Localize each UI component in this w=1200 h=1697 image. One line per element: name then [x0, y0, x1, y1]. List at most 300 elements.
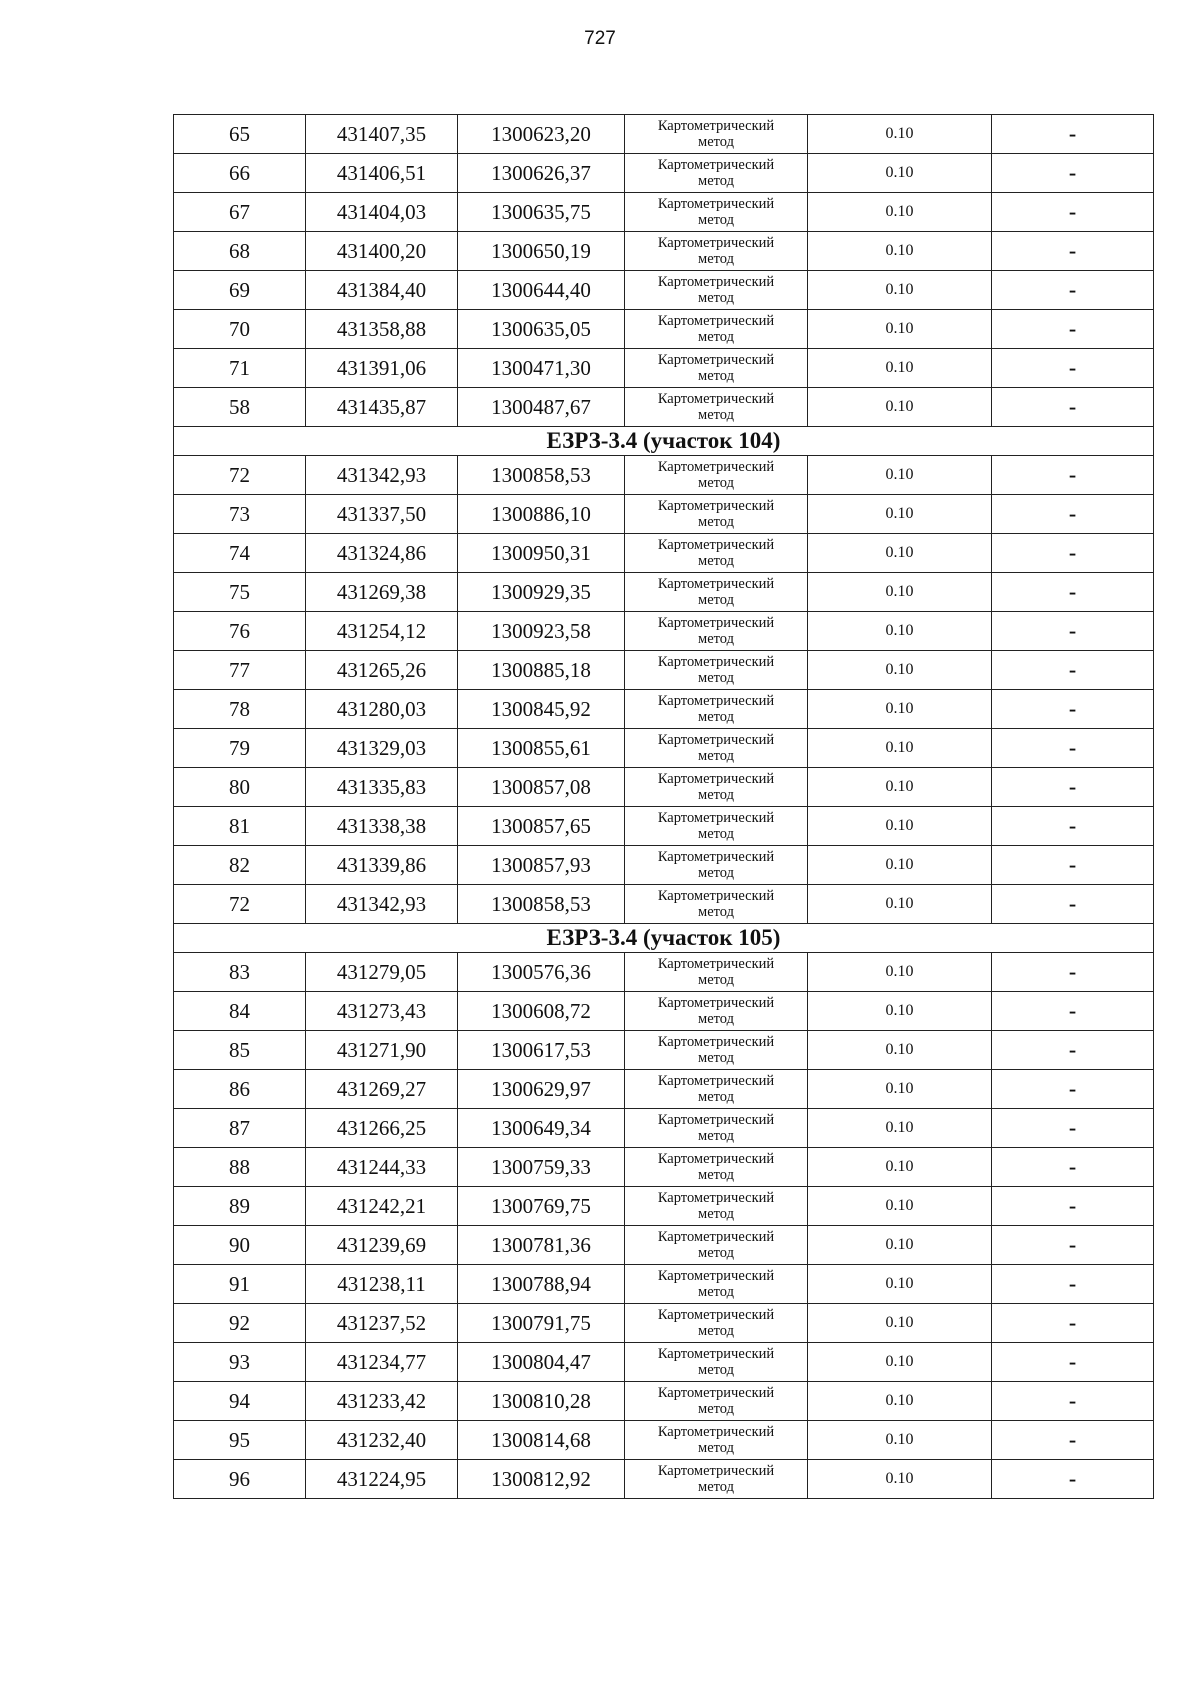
- method-cell: [625, 651, 808, 690]
- method-label-line1: Картометрический: [657, 235, 775, 251]
- method-cell: [625, 729, 808, 768]
- table-row: [174, 115, 1154, 154]
- empty-value-dash: -: [992, 349, 1154, 388]
- coordinate-y: 1300929,35: [458, 573, 625, 612]
- table-row: [174, 729, 1154, 768]
- coordinate-y: 1300629,97: [458, 1070, 625, 1109]
- point-number: 65: [174, 115, 306, 154]
- empty-value-dash: -: [992, 729, 1154, 768]
- point-number: 72: [174, 885, 306, 924]
- coordinate-x: 431435,87: [306, 388, 458, 427]
- point-number: 94: [174, 1382, 306, 1421]
- point-number: 68: [174, 232, 306, 271]
- method-cell: [625, 310, 808, 349]
- empty-value-dash: -: [992, 1031, 1154, 1070]
- empty-value-dash: -: [992, 1265, 1154, 1304]
- method-label-line1: Картометрический: [657, 498, 775, 514]
- table-row: [174, 690, 1154, 729]
- method-label-line1: Картометрический: [657, 849, 775, 865]
- point-number: 58: [174, 388, 306, 427]
- coordinate-y: 1300650,19: [458, 232, 625, 271]
- accuracy-value: 0.10: [808, 154, 992, 193]
- method-label-line2: метод: [698, 592, 734, 608]
- accuracy-value: 0.10: [808, 456, 992, 495]
- empty-value-dash: -: [992, 612, 1154, 651]
- accuracy-value: 0.10: [808, 885, 992, 924]
- accuracy-value: 0.10: [808, 1070, 992, 1109]
- coordinates-table: [173, 114, 1154, 1499]
- empty-value-dash: -: [992, 271, 1154, 310]
- coordinate-x: 431335,83: [306, 768, 458, 807]
- coordinate-y: 1300858,53: [458, 456, 625, 495]
- method-label-line2: метод: [698, 407, 734, 423]
- coordinate-x: 431265,26: [306, 651, 458, 690]
- method-label-line2: метод: [698, 134, 734, 150]
- accuracy-value: 0.10: [808, 1031, 992, 1070]
- table-row: [174, 1304, 1154, 1343]
- accuracy-value: 0.10: [808, 690, 992, 729]
- empty-value-dash: -: [992, 1148, 1154, 1187]
- method-label-line1: Картометрический: [657, 1307, 775, 1323]
- empty-value-dash: -: [992, 953, 1154, 992]
- method-label-line2: метод: [698, 329, 734, 345]
- accuracy-value: 0.10: [808, 1265, 992, 1304]
- coordinate-y: 1300857,08: [458, 768, 625, 807]
- method-cell: [625, 768, 808, 807]
- method-label-line2: метод: [698, 748, 734, 764]
- method-label-line1: Картометрический: [657, 771, 775, 787]
- method-label-line1: Картометрический: [657, 274, 775, 290]
- coordinate-y: 1300769,75: [458, 1187, 625, 1226]
- table-row: [174, 885, 1154, 924]
- method-label-line2: метод: [698, 972, 734, 988]
- method-cell: [625, 1148, 808, 1187]
- empty-value-dash: -: [992, 1187, 1154, 1226]
- coordinate-x: 431407,35: [306, 115, 458, 154]
- table-row: [174, 193, 1154, 232]
- method-label-line2: метод: [698, 1323, 734, 1339]
- empty-value-dash: -: [992, 573, 1154, 612]
- coordinate-x: 431224,95: [306, 1460, 458, 1499]
- empty-value-dash: -: [992, 1343, 1154, 1382]
- method-label-line1: Картометрический: [657, 1385, 775, 1401]
- method-cell: [625, 1265, 808, 1304]
- coordinate-y: 1300781,36: [458, 1226, 625, 1265]
- coordinate-y: 1300788,94: [458, 1265, 625, 1304]
- accuracy-value: 0.10: [808, 651, 992, 690]
- table-row: [174, 154, 1154, 193]
- section-title: ЕЗРЗ-3.4 (участок 104): [174, 427, 1154, 456]
- accuracy-value: 0.10: [808, 310, 992, 349]
- method-cell: [625, 1304, 808, 1343]
- method-cell: [625, 456, 808, 495]
- coordinate-x: 431238,11: [306, 1265, 458, 1304]
- coordinate-y: 1300814,68: [458, 1421, 625, 1460]
- empty-value-dash: -: [992, 388, 1154, 427]
- coordinate-y: 1300858,53: [458, 885, 625, 924]
- table-row: [174, 495, 1154, 534]
- method-label-line2: метод: [698, 787, 734, 803]
- table-row: [174, 1148, 1154, 1187]
- method-label-line2: метод: [698, 1206, 734, 1222]
- accuracy-value: 0.10: [808, 846, 992, 885]
- method-cell: [625, 1226, 808, 1265]
- accuracy-value: 0.10: [808, 729, 992, 768]
- table-row: [174, 992, 1154, 1031]
- method-cell: [625, 534, 808, 573]
- accuracy-value: 0.10: [808, 992, 992, 1031]
- coordinate-x: 431239,69: [306, 1226, 458, 1265]
- method-label-line1: Картометрический: [657, 1151, 775, 1167]
- accuracy-value: 0.10: [808, 1109, 992, 1148]
- method-cell: [625, 992, 808, 1031]
- coordinate-x: 431384,40: [306, 271, 458, 310]
- table-row: [174, 349, 1154, 388]
- page-number: 727: [584, 28, 616, 49]
- table-row: [174, 768, 1154, 807]
- method-cell: [625, 1187, 808, 1226]
- empty-value-dash: -: [992, 807, 1154, 846]
- point-number: 91: [174, 1265, 306, 1304]
- coordinate-y: 1300623,20: [458, 115, 625, 154]
- method-cell: [625, 573, 808, 612]
- method-label-line1: Картометрический: [657, 118, 775, 134]
- table-row: [174, 573, 1154, 612]
- method-label-line2: метод: [698, 251, 734, 267]
- point-number: 84: [174, 992, 306, 1031]
- method-label-line1: Картометрический: [657, 810, 775, 826]
- point-number: 90: [174, 1226, 306, 1265]
- coordinate-x: 431273,43: [306, 992, 458, 1031]
- coordinate-y: 1300626,37: [458, 154, 625, 193]
- coordinate-y: 1300487,67: [458, 388, 625, 427]
- coordinate-x: 431244,33: [306, 1148, 458, 1187]
- coordinate-y: 1300885,18: [458, 651, 625, 690]
- point-number: 71: [174, 349, 306, 388]
- table-row: [174, 388, 1154, 427]
- method-label-line2: метод: [698, 1050, 734, 1066]
- accuracy-value: 0.10: [808, 1148, 992, 1187]
- empty-value-dash: -: [992, 992, 1154, 1031]
- method-label-line2: метод: [698, 631, 734, 647]
- point-number: 80: [174, 768, 306, 807]
- coordinate-x: 431254,12: [306, 612, 458, 651]
- accuracy-value: 0.10: [808, 534, 992, 573]
- method-label-line1: Картометрический: [657, 313, 775, 329]
- coordinate-y: 1300855,61: [458, 729, 625, 768]
- point-number: 75: [174, 573, 306, 612]
- coordinate-x: 431342,93: [306, 885, 458, 924]
- point-number: 93: [174, 1343, 306, 1382]
- method-cell: [625, 1070, 808, 1109]
- empty-value-dash: -: [992, 232, 1154, 271]
- method-cell: [625, 1109, 808, 1148]
- method-cell: [625, 154, 808, 193]
- method-label-line1: Картометрический: [657, 537, 775, 553]
- coordinate-x: 431339,86: [306, 846, 458, 885]
- method-label-line1: Картометрический: [657, 1268, 775, 1284]
- coordinate-x: 431232,40: [306, 1421, 458, 1460]
- point-number: 86: [174, 1070, 306, 1109]
- coordinate-y: 1300617,53: [458, 1031, 625, 1070]
- method-label-line2: метод: [698, 1362, 734, 1378]
- method-label-line2: метод: [698, 904, 734, 920]
- point-number: 85: [174, 1031, 306, 1070]
- point-number: 89: [174, 1187, 306, 1226]
- table-row: [174, 953, 1154, 992]
- point-number: 70: [174, 310, 306, 349]
- accuracy-value: 0.10: [808, 271, 992, 310]
- empty-value-dash: -: [992, 154, 1154, 193]
- coordinate-x: 431237,52: [306, 1304, 458, 1343]
- method-label-line1: Картометрический: [657, 196, 775, 212]
- accuracy-value: 0.10: [808, 1226, 992, 1265]
- empty-value-dash: -: [992, 885, 1154, 924]
- table-row: [174, 1226, 1154, 1265]
- coordinate-y: 1300644,40: [458, 271, 625, 310]
- coordinate-x: 431391,06: [306, 349, 458, 388]
- empty-value-dash: -: [992, 768, 1154, 807]
- empty-value-dash: -: [992, 193, 1154, 232]
- table-row: [174, 1382, 1154, 1421]
- accuracy-value: 0.10: [808, 1343, 992, 1382]
- method-cell: [625, 885, 808, 924]
- accuracy-value: 0.10: [808, 1460, 992, 1499]
- empty-value-dash: -: [992, 1226, 1154, 1265]
- point-number: 96: [174, 1460, 306, 1499]
- method-label-line1: Картометрический: [657, 654, 775, 670]
- method-label-line2: метод: [698, 290, 734, 306]
- empty-value-dash: -: [992, 1304, 1154, 1343]
- coordinates-table-body: [174, 115, 1154, 1499]
- table-row: [174, 1031, 1154, 1070]
- method-label-line1: Картометрический: [657, 995, 775, 1011]
- method-cell: [625, 193, 808, 232]
- method-label-line2: метод: [698, 865, 734, 881]
- coordinate-x: 431342,93: [306, 456, 458, 495]
- accuracy-value: 0.10: [808, 768, 992, 807]
- empty-value-dash: -: [992, 846, 1154, 885]
- coordinate-x: 431280,03: [306, 690, 458, 729]
- coordinate-y: 1300608,72: [458, 992, 625, 1031]
- method-cell: [625, 1460, 808, 1499]
- method-cell: [625, 690, 808, 729]
- method-cell: [625, 115, 808, 154]
- method-label-line1: Картометрический: [657, 1346, 775, 1362]
- accuracy-value: 0.10: [808, 388, 992, 427]
- table-row: [174, 310, 1154, 349]
- method-label-line1: Картометрический: [657, 459, 775, 475]
- method-label-line2: метод: [698, 514, 734, 530]
- method-cell: [625, 349, 808, 388]
- empty-value-dash: -: [992, 115, 1154, 154]
- method-label-line2: метод: [698, 1479, 734, 1495]
- method-label-line2: метод: [698, 173, 734, 189]
- method-label-line1: Картометрический: [657, 352, 775, 368]
- empty-value-dash: -: [992, 1109, 1154, 1148]
- accuracy-value: 0.10: [808, 1187, 992, 1226]
- section-header-row: [174, 924, 1154, 953]
- table-row: [174, 1460, 1154, 1499]
- empty-value-dash: -: [992, 1460, 1154, 1499]
- coordinate-y: 1300791,75: [458, 1304, 625, 1343]
- table-row: [174, 1070, 1154, 1109]
- method-cell: [625, 846, 808, 885]
- coordinate-y: 1300635,75: [458, 193, 625, 232]
- method-label-line2: метод: [698, 1440, 734, 1456]
- method-cell: [625, 1343, 808, 1382]
- empty-value-dash: -: [992, 690, 1154, 729]
- method-label-line1: Картометрический: [657, 615, 775, 631]
- point-number: 78: [174, 690, 306, 729]
- coordinate-x: 431266,25: [306, 1109, 458, 1148]
- point-number: 88: [174, 1148, 306, 1187]
- table-row: [174, 534, 1154, 573]
- point-number: 83: [174, 953, 306, 992]
- coordinate-y: 1300923,58: [458, 612, 625, 651]
- section-title: ЕЗРЗ-3.4 (участок 105): [174, 924, 1154, 953]
- coordinate-x: 431233,42: [306, 1382, 458, 1421]
- empty-value-dash: -: [992, 495, 1154, 534]
- accuracy-value: 0.10: [808, 193, 992, 232]
- method-label-line1: Картометрический: [657, 391, 775, 407]
- method-label-line1: Картометрический: [657, 1034, 775, 1050]
- coordinate-x: 431324,86: [306, 534, 458, 573]
- method-label-line2: метод: [698, 1011, 734, 1027]
- method-label-line2: метод: [698, 212, 734, 228]
- method-label-line1: Картометрический: [657, 1229, 775, 1245]
- method-label-line1: Картометрический: [657, 1463, 775, 1479]
- accuracy-value: 0.10: [808, 115, 992, 154]
- method-label-line2: метод: [698, 1128, 734, 1144]
- table-row: [174, 1109, 1154, 1148]
- method-label-line2: метод: [698, 1167, 734, 1183]
- empty-value-dash: -: [992, 1070, 1154, 1109]
- point-number: 69: [174, 271, 306, 310]
- coordinate-x: 431406,51: [306, 154, 458, 193]
- method-label-line1: Картометрический: [657, 157, 775, 173]
- coordinate-y: 1300810,28: [458, 1382, 625, 1421]
- empty-value-dash: -: [992, 1421, 1154, 1460]
- method-cell: [625, 807, 808, 846]
- coordinate-x: 431269,27: [306, 1070, 458, 1109]
- point-number: 66: [174, 154, 306, 193]
- accuracy-value: 0.10: [808, 953, 992, 992]
- method-label-line2: метод: [698, 368, 734, 384]
- point-number: 77: [174, 651, 306, 690]
- coordinate-y: 1300886,10: [458, 495, 625, 534]
- method-cell: [625, 612, 808, 651]
- coordinate-x: 431269,38: [306, 573, 458, 612]
- empty-value-dash: -: [992, 456, 1154, 495]
- table-row: [174, 1343, 1154, 1382]
- accuracy-value: 0.10: [808, 495, 992, 534]
- point-number: 81: [174, 807, 306, 846]
- method-cell: [625, 271, 808, 310]
- table-row: [174, 651, 1154, 690]
- method-cell: [625, 953, 808, 992]
- empty-value-dash: -: [992, 534, 1154, 573]
- method-label-line2: метод: [698, 1284, 734, 1300]
- point-number: 79: [174, 729, 306, 768]
- coordinate-y: 1300950,31: [458, 534, 625, 573]
- method-label-line2: метод: [698, 670, 734, 686]
- coordinate-y: 1300857,65: [458, 807, 625, 846]
- coordinate-x: 431242,21: [306, 1187, 458, 1226]
- coordinate-x: 431337,50: [306, 495, 458, 534]
- point-number: 92: [174, 1304, 306, 1343]
- coordinate-y: 1300845,92: [458, 690, 625, 729]
- method-cell: [625, 1421, 808, 1460]
- method-cell: [625, 388, 808, 427]
- coordinate-x: 431271,90: [306, 1031, 458, 1070]
- method-label-line1: Картометрический: [657, 1190, 775, 1206]
- method-label-line2: метод: [698, 1245, 734, 1261]
- method-label-line1: Картометрический: [657, 888, 775, 904]
- empty-value-dash: -: [992, 310, 1154, 349]
- accuracy-value: 0.10: [808, 807, 992, 846]
- table-row: [174, 1187, 1154, 1226]
- coordinate-y: 1300576,36: [458, 953, 625, 992]
- method-cell: [625, 1031, 808, 1070]
- coordinate-x: 431338,38: [306, 807, 458, 846]
- method-label-line2: метод: [698, 709, 734, 725]
- coordinate-x: 431279,05: [306, 953, 458, 992]
- table-row: [174, 1421, 1154, 1460]
- method-label-line2: метод: [698, 475, 734, 491]
- table-row: [174, 271, 1154, 310]
- method-label-line1: Картометрический: [657, 1112, 775, 1128]
- point-number: 72: [174, 456, 306, 495]
- method-label-line1: Картометрический: [657, 693, 775, 709]
- method-label-line2: метод: [698, 826, 734, 842]
- coordinate-y: 1300759,33: [458, 1148, 625, 1187]
- coordinate-x: 431234,77: [306, 1343, 458, 1382]
- method-label-line1: Картометрический: [657, 956, 775, 972]
- coordinate-x: 431404,03: [306, 193, 458, 232]
- point-number: 95: [174, 1421, 306, 1460]
- table-row: [174, 1265, 1154, 1304]
- coordinate-y: 1300857,93: [458, 846, 625, 885]
- coordinate-y: 1300812,92: [458, 1460, 625, 1499]
- method-cell: [625, 495, 808, 534]
- table-row: [174, 807, 1154, 846]
- point-number: 74: [174, 534, 306, 573]
- method-label-line1: Картометрический: [657, 1424, 775, 1440]
- coordinate-x: 431400,20: [306, 232, 458, 271]
- method-label-line2: метод: [698, 1401, 734, 1417]
- accuracy-value: 0.10: [808, 612, 992, 651]
- coordinate-y: 1300635,05: [458, 310, 625, 349]
- method-label-line1: Картометрический: [657, 732, 775, 748]
- coordinate-y: 1300804,47: [458, 1343, 625, 1382]
- method-label-line1: Картометрический: [657, 576, 775, 592]
- point-number: 76: [174, 612, 306, 651]
- table-row: [174, 456, 1154, 495]
- table-row: [174, 846, 1154, 885]
- accuracy-value: 0.10: [808, 1304, 992, 1343]
- method-label-line2: метод: [698, 553, 734, 569]
- section-header-row: [174, 427, 1154, 456]
- accuracy-value: 0.10: [808, 349, 992, 388]
- empty-value-dash: -: [992, 1382, 1154, 1421]
- empty-value-dash: -: [992, 651, 1154, 690]
- table-row: [174, 232, 1154, 271]
- coordinate-y: 1300649,34: [458, 1109, 625, 1148]
- method-label-line2: метод: [698, 1089, 734, 1105]
- coordinate-y: 1300471,30: [458, 349, 625, 388]
- point-number: 82: [174, 846, 306, 885]
